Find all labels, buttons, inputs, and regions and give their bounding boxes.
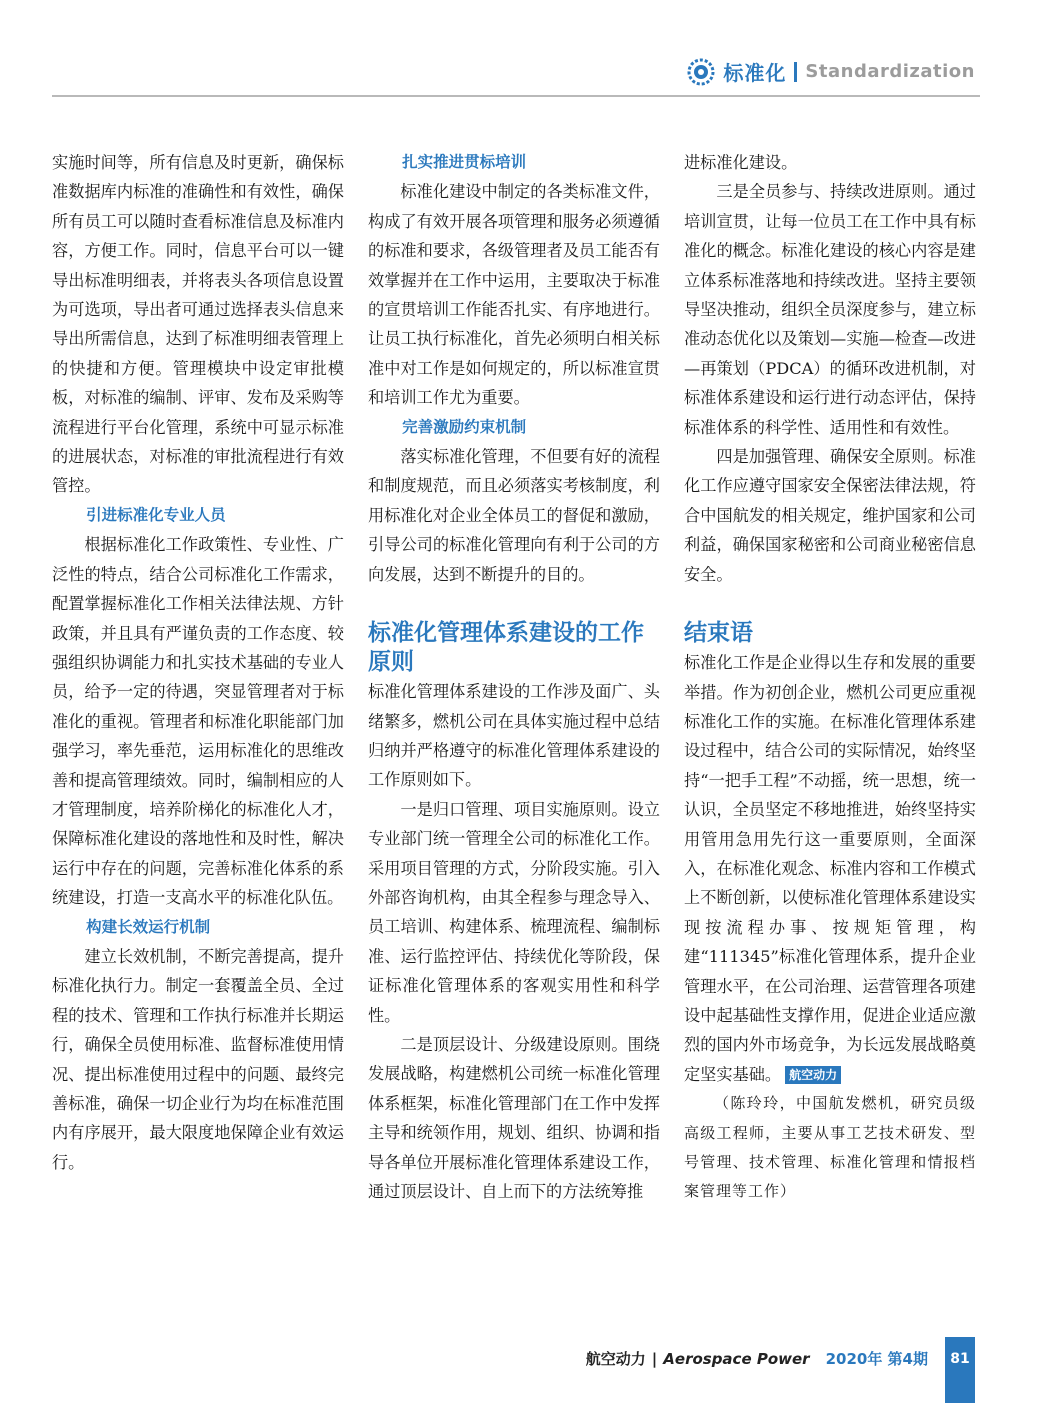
paragraph: 标准化管理体系建设的工作涉及面广、头绪繁多，燃机公司在具体实施过程中总结归纳并严格遵守的标准化管理体系建设的工作原则如下。 <box>368 682 660 790</box>
section-title: 结束语 <box>684 620 753 647</box>
subheading: 引进标准化专业人员 <box>86 505 226 524</box>
page-footer <box>586 1348 928 1369</box>
footer-separator: | <box>651 1349 658 1368</box>
header-rule <box>52 95 980 97</box>
paragraph: 进标准化建设。 <box>684 153 798 172</box>
issue-label: 2020年 第4期 <box>825 1350 928 1368</box>
column-1 <box>52 148 344 1177</box>
paragraph <box>684 648 976 1089</box>
paragraph: 落实标准化管理，不但要有好的流程和制度规范，而且必须落实考核制度，利用标准化对企业全体员工的督促和激励，引导公司的标准化管理向有利于公司的方向发展，达到不断提升的目的。 <box>368 447 660 584</box>
paragraph: 标准化建设中制定的各类标准文件，构成了有效开展各项管理和服务必须遵循的标准和要求，各级管理者及员工能否有效掌握并在工作中运用，主要取决于标准的宣贯培训工作能否扎实、有序地进行。让员工执行标准化，首先必须明白相关标准中对工作是如何规定的，所以标准宣贯和培训工作尤为重要。 <box>368 182 660 408</box>
column-2 <box>368 148 660 1206</box>
running-header <box>687 57 975 86</box>
journal-end-badge: 航空动力 <box>785 1066 841 1084</box>
author-note: （陈玲玲，中国航发燃机，研究员级高级工程师，主要从事工艺技术研发、型号管理、技术管理、标准化管理和情报档案管理等工作） <box>684 1094 976 1201</box>
subheading: 构建长效运行机制 <box>86 917 211 936</box>
section-name-en: Standardization <box>805 61 975 82</box>
paragraph: 根据标准化工作政策性、专业性、广泛性的特点，结合公司标准化工作需求，配置掌握标准化工作相关法律法规、方针政策，并且具有严谨负责的工作态度、较强组织协调能力和扎实技术基础的专业人员，给予一定的待遇，突显管理者对于标准化的重视。管理者和标准化职能部门加强学习，率先垂范，运用标准化的思维改善和提高管理绩效。同时，编制相应的人才管理制度，培养阶梯化的标准化人才，保障标准化建设的落地性和及时性，解决运行中存在的问题，完善标准化体系的系统建设，打造一支高水平的标准化队伍。 <box>52 535 344 908</box>
paragraph: 一是归口管理、项目实施原则。设立专业部门统一管理全公司的标准化工作。采用项目管理的方式，分阶段实施。引入外部咨询机构，由其全程参与理念导入、员工培训、构建体系、梳理流程、编制标准、运行监控评估、持续优化等阶段，保证标准化管理体系的客观实用性和科学性。 <box>368 799 660 1025</box>
section-title: 标准化管理体系建设的工作原则 <box>368 620 644 676</box>
page-number: 81 <box>945 1337 975 1403</box>
gear-logo-icon <box>687 58 715 86</box>
journal-name-cn: 航空动力 <box>585 1350 646 1368</box>
section-name-cn: 标准化 <box>723 61 787 85</box>
paragraph: 四是加强管理、确保安全原则。标准化工作应遵守国家安全保密法律法规，符合中国航发的相关规定，维护国家和公司利益，确保国家秘密和公司商业秘密信息安全。 <box>684 447 976 584</box>
subheading: 完善激励约束机制 <box>402 417 527 436</box>
header-divider <box>794 62 797 82</box>
paragraph: 实施时间等，所有信息及时更新，确保标准数据库内标准的准确性和有效性，确保所有员工可以随时查看标准信息及标准内容，方便工作。同时，信息平台可以一键导出标准明细表，并将表头各项信息设置为可选项，导出者可通过选择表头信息来导出所需信息，达到了标准明细表管理上的快捷和方便。管理模块中设定审批模板，对标准的编制、评审、发布及采购等流程进行平台化管理，系统中可显示标准的进展状态，对标准的审批流程进行有效管控。 <box>52 153 344 496</box>
column-3 <box>684 148 976 1207</box>
paragraph-text: 标准化工作是企业得以生存和发展的重要举措。作为初创企业，燃机公司更应重视标准化工作的实施。在标准化管理体系建设过程中，结合公司的实际情况，始终坚持“一把手工程”不动摇，统一思想，统一认识，全员坚定不移地推进，始终坚持实用管用急用先行这一重要原则，全面深入，在标准化观念、标准内容和工作模式上不断创新，以使标准化管理体系建设实现按流程办事、按规矩管理，构建“111345”标准化管理体系，提升企业管理水平，在公司治理、运营管理各项建设中起基础性支撑作用，促进企业适应激烈的国内外市场竞争，为长远发展战略奠定坚实基础。 <box>684 653 976 1084</box>
subheading: 扎实推进贯标培训 <box>402 153 527 171</box>
paragraph: 二是顶层设计、分级建设原则。围绕发展战略，构建燃机公司统一标准化管理体系框架，标准化管理部门在工作中发挥主导和统领作用，规划、组织、协调和指导各单位开展标准化管理体系建设工作，通过顶层设计、自上而下的方法统筹推 <box>368 1034 660 1201</box>
paragraph: 三是全员参与、持续改进原则。通过培训宣贯，让每一位员工在工作中具有标准化的概念。标准化建设的核心内容是建立体系标准落地和持续改进。坚持主要领导坚决推动，组织全员深度参与，建立标准动态优化以及策划—实施—检查—改进—再策划（PDCA）的循环改进机制，对标准体系建设和运行进行动态评估，保持标准体系的科学性、适用性和有效性。 <box>684 182 976 437</box>
journal-name-en: Aerospace Power <box>663 1349 810 1368</box>
paragraph: 建立长效机制，不断完善提高，提升标准化执行力。制定一套覆盖全员、全过程的技术、管理和工作执行标准并长期运行，确保全员使用标准、监督标准使用情况、提出标准使用过程中的问题、最终完善标准，确保一切企业行为均在标准范围内有序展开，最大限度地保障企业有效运行。 <box>52 946 344 1172</box>
